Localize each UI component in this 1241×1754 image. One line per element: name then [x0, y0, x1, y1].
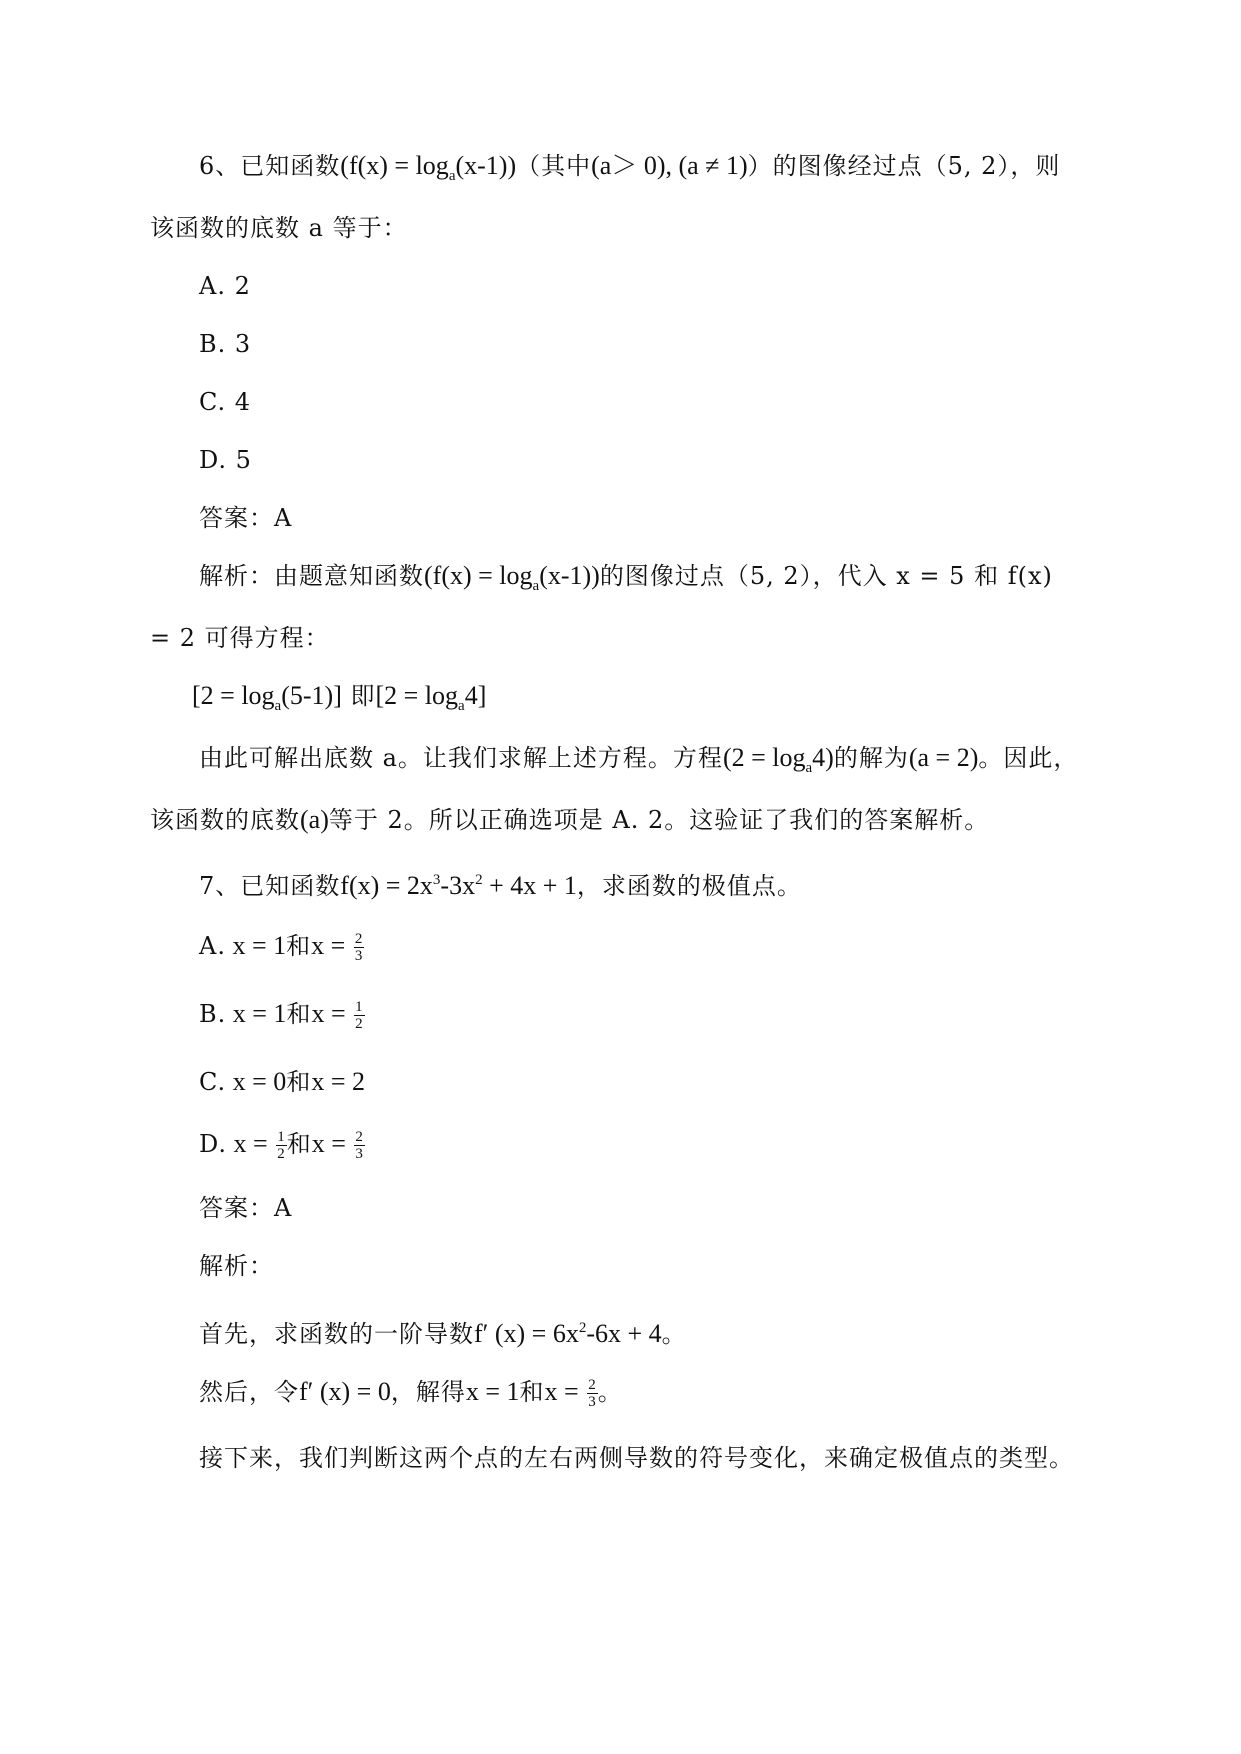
q6-stem-line2: 该函数的底数 a 等于： [150, 214, 408, 242]
q6-solution-line1: 由此可解出底数 a。让我们求解上述方程。方程$(2 = \log_a4)$的解为(a = 2)。因此， [199, 743, 1079, 776]
q7-answer: 答案：A [199, 1194, 293, 1222]
fraction: $\frac{1}{2}$ [277, 1129, 286, 1162]
fraction: $\frac{2}{3}$ [355, 1129, 364, 1162]
q6-condition: (a＞ 0), (a ≠ 1) [591, 151, 748, 180]
q6-function: $(f(x) = \log_a(x-1))$ [340, 151, 517, 184]
q7-option-b: B. x = 1和x = $\frac{1}{2}$ [199, 999, 364, 1032]
q6-analysis-line1: 解析：由题意知函数$(f(x) = \log_a(x-1))$的图像过点（5, 2），代入 x = 5 和 f(x) [199, 561, 1053, 594]
fraction: $\frac{1}{2}$ [355, 999, 364, 1032]
q6-option-b: B. 3 [199, 330, 252, 358]
q7-stem: 7、已知函数$f(x) = 2x^3-3x^2 + 4x + 1$，求函数的极值点。 [199, 871, 802, 900]
q6-stem-line1 [199, 148, 1060, 194]
q7-option-c: C. x = 0和x = 2 [199, 1067, 365, 1096]
q6-intro: 6、已知函数 [199, 152, 341, 180]
q6-option-c: C. 4 [199, 388, 252, 416]
fraction: $\frac{2}{3}$ [588, 1377, 597, 1410]
q6-answer: 答案：A [199, 504, 293, 532]
q6-equation: $[2 = \log_a(5-1)]$ 即$[2 = \log_a4]$ [192, 681, 487, 714]
fraction: $\frac{2}{3}$ [354, 931, 364, 964]
q6-option-d: D. 5 [199, 446, 252, 474]
q7-step3: 接下来，我们判断这两个点的左右两侧导数的符号变化，来确定极值点的类型。 [199, 1444, 1074, 1472]
q6-option-a: A. 2 [199, 272, 251, 300]
q6-stem-tail: ）的图像经过点（5, 2），则 [747, 152, 1061, 180]
q7-option-d: D. x = $\frac{1}{2}$ 和x = $\frac{2}{3}$ [199, 1129, 364, 1162]
q7-step1: 首先，求函数的一阶导数f′ $(x) = 6x^2-6x + 4$。 [199, 1319, 687, 1348]
q7-analysis-label: 解析： [199, 1252, 274, 1280]
q7-option-a: A. x = 1和x = $\frac{2}{3}$ [199, 931, 364, 964]
q7-function: $f(x) = 2x^3-3x^2 + 4x + 1$ [340, 871, 577, 900]
q6-analysis-function: $(f(x) = \log_a(x-1))$ [424, 561, 600, 594]
q6-solution-line2: 该函数的底数(a)等于 2。所以正确选项是 A. 2。这验证了我们的答案解析。 [150, 805, 990, 834]
q7-step2: 然后，令f′ (x) = 0，解得x = 1和x = $\frac{2}{3}$ 。 [199, 1377, 623, 1410]
q6-condition-open: （其中 [516, 152, 592, 180]
q6-analysis-line2: = 2 可得方程： [150, 624, 330, 652]
